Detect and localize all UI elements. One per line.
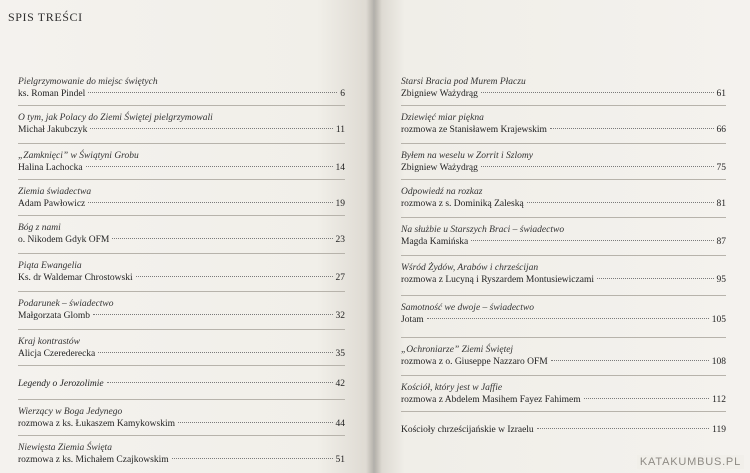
divider [18, 329, 345, 330]
toc-entry-page: 32 [335, 311, 345, 321]
toc-entry-title: „Ochroniarze” Ziemi Świętej [401, 345, 514, 355]
toc-entry-author: Małgorzata Glomb [18, 311, 91, 321]
toc-entry[interactable] [18, 76, 345, 100]
toc-entry-title: Niewięsta Ziemia Święta [18, 443, 112, 453]
toc-entry[interactable] [18, 298, 345, 322]
toc-entry[interactable] [401, 424, 726, 436]
toc-entry-author: Alicja Czerederecka [18, 349, 96, 359]
toc-entry-page: 27 [335, 273, 345, 283]
toc-entry-author: rozmowa z s. Dominiką Zaleską [401, 199, 524, 209]
toc-entry[interactable] [18, 406, 345, 430]
toc-entry-page: 11 [335, 125, 345, 135]
dot-leader [551, 360, 709, 361]
toc-entry-title: Ziemia świadectwa [18, 187, 92, 197]
toc-entry-title: Starsi Bracia pod Murem Płaczu [401, 77, 526, 87]
toc-entry-author: rozmowa z Abdelem Masihem Fayez Fahimem [401, 395, 581, 405]
divider [18, 365, 345, 366]
toc-entry-page: 119 [712, 425, 726, 435]
dot-leader [98, 352, 332, 353]
page-title: SPIS TREŚCI [8, 10, 83, 24]
toc-entry-title: Wierzący w Boga Jedynego [18, 407, 123, 417]
toc-entry-title: Wśród Żydów, Arabów i chrześcijan [401, 263, 539, 273]
toc-entry[interactable] [401, 150, 726, 174]
toc-entry-author: rozmowa z Lucyną i Ryszardem Montusiewiczami [401, 275, 594, 285]
toc-entry-author: rozmowa z ks. Michałem Czajkowskim [18, 455, 169, 465]
dot-leader [93, 314, 332, 315]
toc-entry-page: 87 [716, 237, 726, 247]
toc-entry-title: Bóg z nami [18, 223, 61, 233]
toc-entry-author: ks. Roman Pindel [18, 89, 86, 99]
divider [18, 215, 345, 216]
dot-leader [88, 92, 337, 93]
toc-entry-author: Zbigniew Ważydrąg [401, 163, 478, 173]
toc-entry-page: 6 [340, 89, 345, 99]
toc-entry[interactable] [18, 150, 345, 174]
dot-leader [471, 240, 713, 241]
toc-entry-author: Kościoły chrześcijańskie w Izraelu [401, 425, 534, 435]
toc-entry-page: 42 [335, 379, 345, 389]
dot-leader [88, 202, 332, 203]
divider [18, 179, 345, 180]
toc-entry-author: Jotam [401, 315, 424, 325]
toc-entry[interactable] [18, 336, 345, 360]
toc-entry-page: 14 [335, 163, 345, 173]
divider [401, 295, 726, 296]
toc-entry-author: Ks. dr Waldemar Chrostowski [18, 273, 133, 283]
toc-entry[interactable] [18, 186, 345, 210]
divider [18, 435, 345, 436]
toc-entry-page: 108 [711, 357, 726, 367]
toc-entry[interactable] [18, 378, 345, 390]
divider [401, 217, 726, 218]
divider [401, 179, 726, 180]
toc-entry-author: Adam Pawłowicz [18, 199, 86, 209]
toc-entry-title: Dziewięć miar piękna [401, 113, 484, 123]
divider [401, 411, 726, 412]
toc-entry[interactable] [401, 76, 726, 100]
dot-leader [481, 92, 714, 93]
dot-leader [537, 428, 709, 429]
toc-entry-author: rozmowa ze Stanisławem Krajewskim [401, 125, 547, 135]
toc-entry-page: 19 [335, 199, 345, 209]
toc-entry[interactable] [18, 112, 345, 136]
dot-leader [90, 128, 332, 129]
toc-entry-title: Kraj kontrastów [18, 337, 81, 347]
toc-entry-page: 112 [712, 395, 726, 405]
toc-entry-title: Na służbie u Starszych Braci – świadectwo [401, 225, 565, 235]
divider [401, 337, 726, 338]
toc-entry-page: 66 [716, 125, 726, 135]
toc-entry[interactable] [401, 262, 726, 286]
toc-entry-author: rozmowa z o. Giuseppe Nazzaro OFM [401, 357, 548, 367]
toc-entry[interactable] [401, 224, 726, 248]
toc-entry-title: Pielgrzymowanie do miejsc świętych [18, 77, 158, 87]
dot-leader [427, 318, 709, 319]
dot-leader [584, 398, 709, 399]
dot-leader [527, 202, 714, 203]
toc-entry-author: Michał Jakubczyk [18, 125, 88, 135]
toc-entry-page: 51 [335, 455, 345, 465]
toc-entry-page: 75 [716, 163, 726, 173]
dot-leader [597, 278, 714, 279]
right-page [375, 0, 750, 473]
toc-entry-author: Halina Lachocka [18, 163, 83, 173]
divider [401, 255, 726, 256]
toc-entry[interactable] [18, 260, 345, 284]
toc-entry[interactable] [401, 112, 726, 136]
toc-entry[interactable] [18, 222, 345, 246]
left-page [0, 0, 373, 473]
dot-leader [178, 422, 333, 423]
dot-leader [86, 166, 333, 167]
toc-entry[interactable] [18, 442, 345, 466]
dot-leader [481, 166, 714, 167]
toc-entry-title: Kościół, który jest w Jaffie [401, 383, 503, 393]
divider [18, 291, 345, 292]
divider [18, 253, 345, 254]
toc-entry-title: O tym, jak Polacy do Ziemi Świętej pielgrzymowali [18, 113, 213, 123]
toc-entry-page: 44 [335, 419, 345, 429]
dot-leader [550, 128, 714, 129]
toc-entry-author: rozmowa z ks. Łukaszem Kamykowskim [18, 419, 175, 429]
divider [401, 143, 726, 144]
toc-entry-page: 105 [711, 315, 726, 325]
toc-entry-page: 61 [716, 89, 726, 99]
dot-leader [107, 382, 333, 383]
watermark: KATAKUMBUS.PL [637, 455, 744, 469]
toc-entry-title: Podarunek – świadectwo [18, 299, 114, 309]
divider [401, 105, 726, 106]
divider [18, 399, 345, 400]
toc-entry-page: 35 [335, 349, 345, 359]
toc-entry-title: Piąta Ewangelia [18, 261, 82, 271]
toc-entry[interactable] [401, 344, 726, 368]
toc-entry-author: Zbigniew Ważydrąg [401, 89, 478, 99]
toc-entry-page: 95 [716, 275, 726, 285]
toc-entry-title: „Zamknięci” w Świątyni Grobu [18, 151, 139, 161]
toc-entry-page: 23 [335, 235, 345, 245]
divider [18, 143, 345, 144]
dot-leader [112, 238, 332, 239]
toc-entry[interactable] [401, 186, 726, 210]
divider [18, 105, 345, 106]
book-spine [366, 0, 382, 473]
toc-entry[interactable] [401, 302, 726, 326]
toc-entry-title: Odpowiedź na rozkaz [401, 187, 483, 197]
toc-entry-author: Legendy o Jerozolimie [18, 379, 104, 389]
toc-entry-author: o. Nikodem Gdyk OFM [18, 235, 110, 245]
toc-entry-page: 81 [716, 199, 726, 209]
dot-leader [136, 276, 333, 277]
toc-entry-title: Samotność we dwoje – świadectwo [401, 303, 534, 313]
toc-entry-author: Magda Kamińska [401, 237, 469, 247]
toc-entry[interactable] [401, 382, 726, 406]
toc-entry-title: Byłem na weselu w Zorrit i Szlomy [401, 151, 533, 161]
divider [401, 375, 726, 376]
dot-leader [172, 458, 333, 459]
